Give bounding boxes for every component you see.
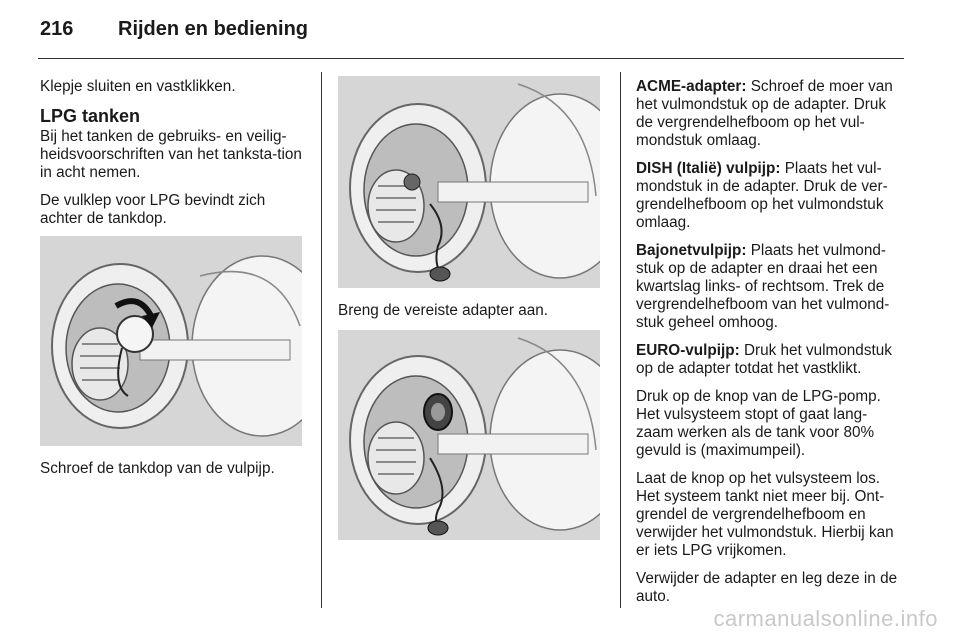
item-euro-adapter [636,342,904,378]
figure-filler-cap [338,76,600,288]
item-dish-adapter [636,160,904,232]
figure-unscrew-cap [40,236,302,446]
paragraph-release-button: Laat de knop op het vulsysteem los. Het systeem tankt niet meer bij. Ont-grendel de vergrendelhefboom en verwijder het vulmondstuk. Hierbij kan er iets LPG vrijkomen. [636,470,894,559]
section-heading-lpg: LPG tanken [40,106,141,126]
header-rule [38,58,904,59]
item-label: Bajonetvulpijp: [636,242,747,259]
column-1 [40,78,305,238]
figure-caption-adapter: Breng de vereiste adapter aan. [338,302,549,319]
column-3 [636,78,904,616]
page-title: Rijden en bediening [118,18,309,40]
item-text: Plaats het vul-mondstuk in de adapter. Druk de ver-grendelhefboom op het vulmondstuk omlaag. [636,160,888,231]
column-divider-1 [321,72,322,608]
paragraph-press-button: Druk op de knop van de LPG-pomp. Het vulsysteem stopt of gaat lang-zaam werken als de tank voor 80% gevuld is (maximumpeil). [636,388,881,459]
item-bayonet-adapter [636,242,904,332]
paragraph-safety: Bij het tanken de gebruiks- en veilig-heidsvoorschriften van het tanksta-tion in acht nemen. [40,128,302,181]
item-label: ACME-adapter: [636,78,747,95]
item-label: DISH (Italië) vulpijp: [636,160,781,177]
paragraph-valve-location: De vulklep voor LPG bevindt zich achter de tankdop. [40,192,266,227]
item-text: Schroef de moer van het vulmondstuk op de adapter. Druk de vergrendelhefboom op het vul-mondstuk omlaag. [636,78,893,149]
caption-1-wrap [40,460,305,488]
caption-2-wrap [338,302,608,330]
item-acme-adapter [636,78,904,150]
watermark-text: carmanualsonline.info [713,606,938,631]
figure-adapter-mounted [338,330,600,540]
item-label: EURO-vulpijp: [636,342,740,359]
figure-caption-unscrew-cap: Schroef de tankdop van de vulpijp. [40,460,275,477]
paragraph-remove-adapter: Verwijder de adapter en leg deze in de auto. [636,570,898,605]
paragraph-close-flap: Klepje sluiten en vastklikken. [40,78,236,95]
item-text: Druk het vulmondstuk op de adapter totdat het vastklikt. [636,342,892,377]
column-divider-2 [620,72,621,608]
item-text: Plaats het vulmond-stuk op de adapter en draai het een kwartslag links- of rechtsom. Trek de vergrendelhefboom van het vulmond-stuk geheel omhoog. [636,242,890,331]
page-number: 216 [40,18,74,40]
